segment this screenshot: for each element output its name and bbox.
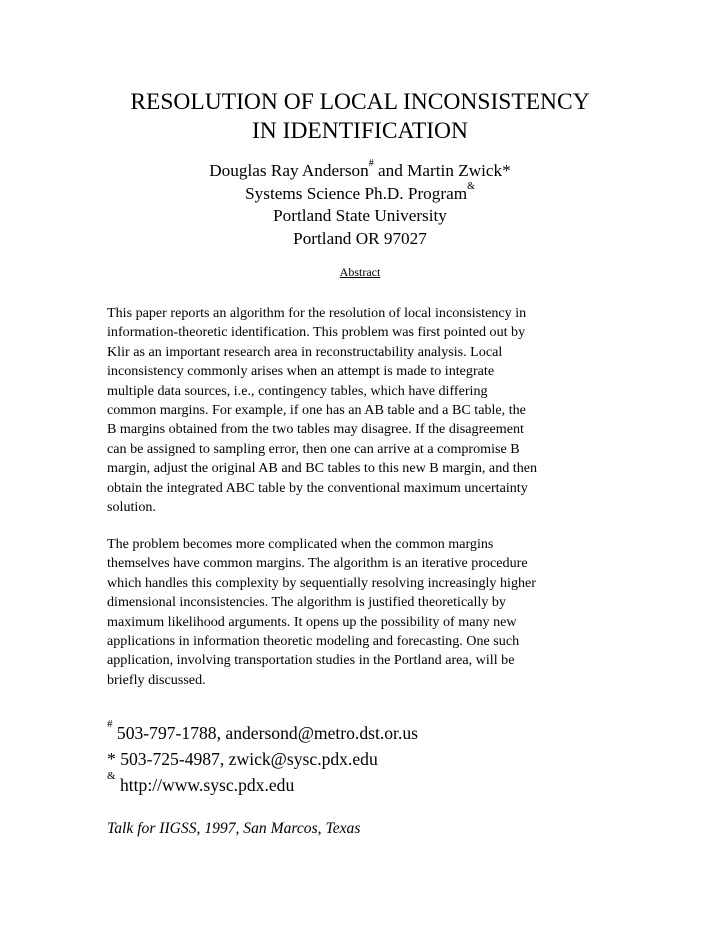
paragraph-line: Klir as an important research area in reconstructability analysis. Local bbox=[107, 343, 503, 360]
program-name bbox=[0, 180, 720, 206]
paragraph-line: briefly discussed. bbox=[107, 671, 206, 688]
footnote-mark-hash: # bbox=[107, 718, 113, 731]
paragraph-line: This paper reports an algorithm for the resolution of local inconsistency in bbox=[107, 305, 527, 321]
paragraph-line: inconsistency commonly arises when an attempt is made to integrate bbox=[107, 363, 495, 380]
paragraph-line: maximum likelihood arguments. It opens up the possibility of many new bbox=[107, 613, 517, 630]
paragraph-line: can be assigned to sampling error, then one can arrive at a compromise B bbox=[107, 440, 520, 457]
paragraph-line: solution. bbox=[107, 499, 156, 516]
paragraph-line: information-theoretic identification. This problem was first pointed out by bbox=[107, 324, 526, 341]
author-1: Douglas Ray Anderson bbox=[209, 161, 369, 180]
author-1-footnote-mark: # bbox=[368, 158, 374, 170]
paragraph-line: themselves have common margins. The algorithm is an iterative procedure bbox=[107, 555, 528, 572]
university-location: Portland OR 97027 bbox=[293, 228, 427, 248]
contact-line-website bbox=[107, 772, 418, 798]
paragraph-line: B margins obtained from the two tables may disagree. If the disagreement bbox=[107, 421, 524, 438]
abstract-heading: Abstract bbox=[339, 265, 381, 279]
paragraph-line: The problem becomes more complicated when the common margins bbox=[107, 536, 494, 552]
footnote-mark-ampersand: & bbox=[107, 770, 116, 783]
program-footnote-mark: & bbox=[467, 180, 475, 192]
program-text: Systems Science Ph.D. Program bbox=[245, 183, 468, 203]
talk-note: Talk for IIGSS, 1997, San Marcos, Texas bbox=[107, 820, 361, 837]
paragraph-line: dimensional inconsistencies. The algorithm is justified theoretically by bbox=[107, 594, 506, 611]
paragraph-line: margin, adjust the original AB and BC tables to this new B margin, and then bbox=[107, 460, 538, 477]
title-line-2: IN IDENTIFICATION bbox=[251, 118, 469, 144]
author-2: and Martin Zwick* bbox=[373, 161, 511, 180]
paragraph-line: applications in information theoretic modeling and forecasting. One such bbox=[107, 633, 520, 650]
title-line-1: RESOLUTION OF LOCAL INCONSISTENCY bbox=[130, 89, 590, 115]
contact-footnotes bbox=[107, 720, 418, 798]
paragraph-line: which handles this complexity by sequentially resolving increasingly higher bbox=[107, 574, 536, 591]
paragraph-line: obtain the integrated ABC table by the conventional maximum uncertainty bbox=[107, 479, 528, 496]
paragraph-line: application, involving transportation studies in the Portland area, will be bbox=[107, 652, 515, 669]
contact-line-anderson bbox=[107, 720, 418, 746]
paragraph-line: multiple data sources, i.e., contingency tables, which have differing bbox=[107, 382, 488, 399]
abstract-paragraph-1 bbox=[107, 304, 637, 517]
abstract-paragraph-2 bbox=[107, 535, 637, 690]
university-name: Portland State University bbox=[273, 206, 447, 225]
author-names bbox=[0, 160, 720, 183]
website-url: http://www.sysc.pdx.edu bbox=[115, 775, 295, 795]
anderson-contact: 503-797-1788, andersond@metro.dst.or.us bbox=[112, 723, 418, 743]
paper-title bbox=[0, 88, 720, 146]
author-block bbox=[0, 160, 720, 250]
contact-line-zwick: * 503-725-4987, zwick@sysc.pdx.edu bbox=[107, 749, 378, 769]
paragraph-line: common margins. For example, if one has an AB table and a BC table, the bbox=[107, 402, 526, 419]
